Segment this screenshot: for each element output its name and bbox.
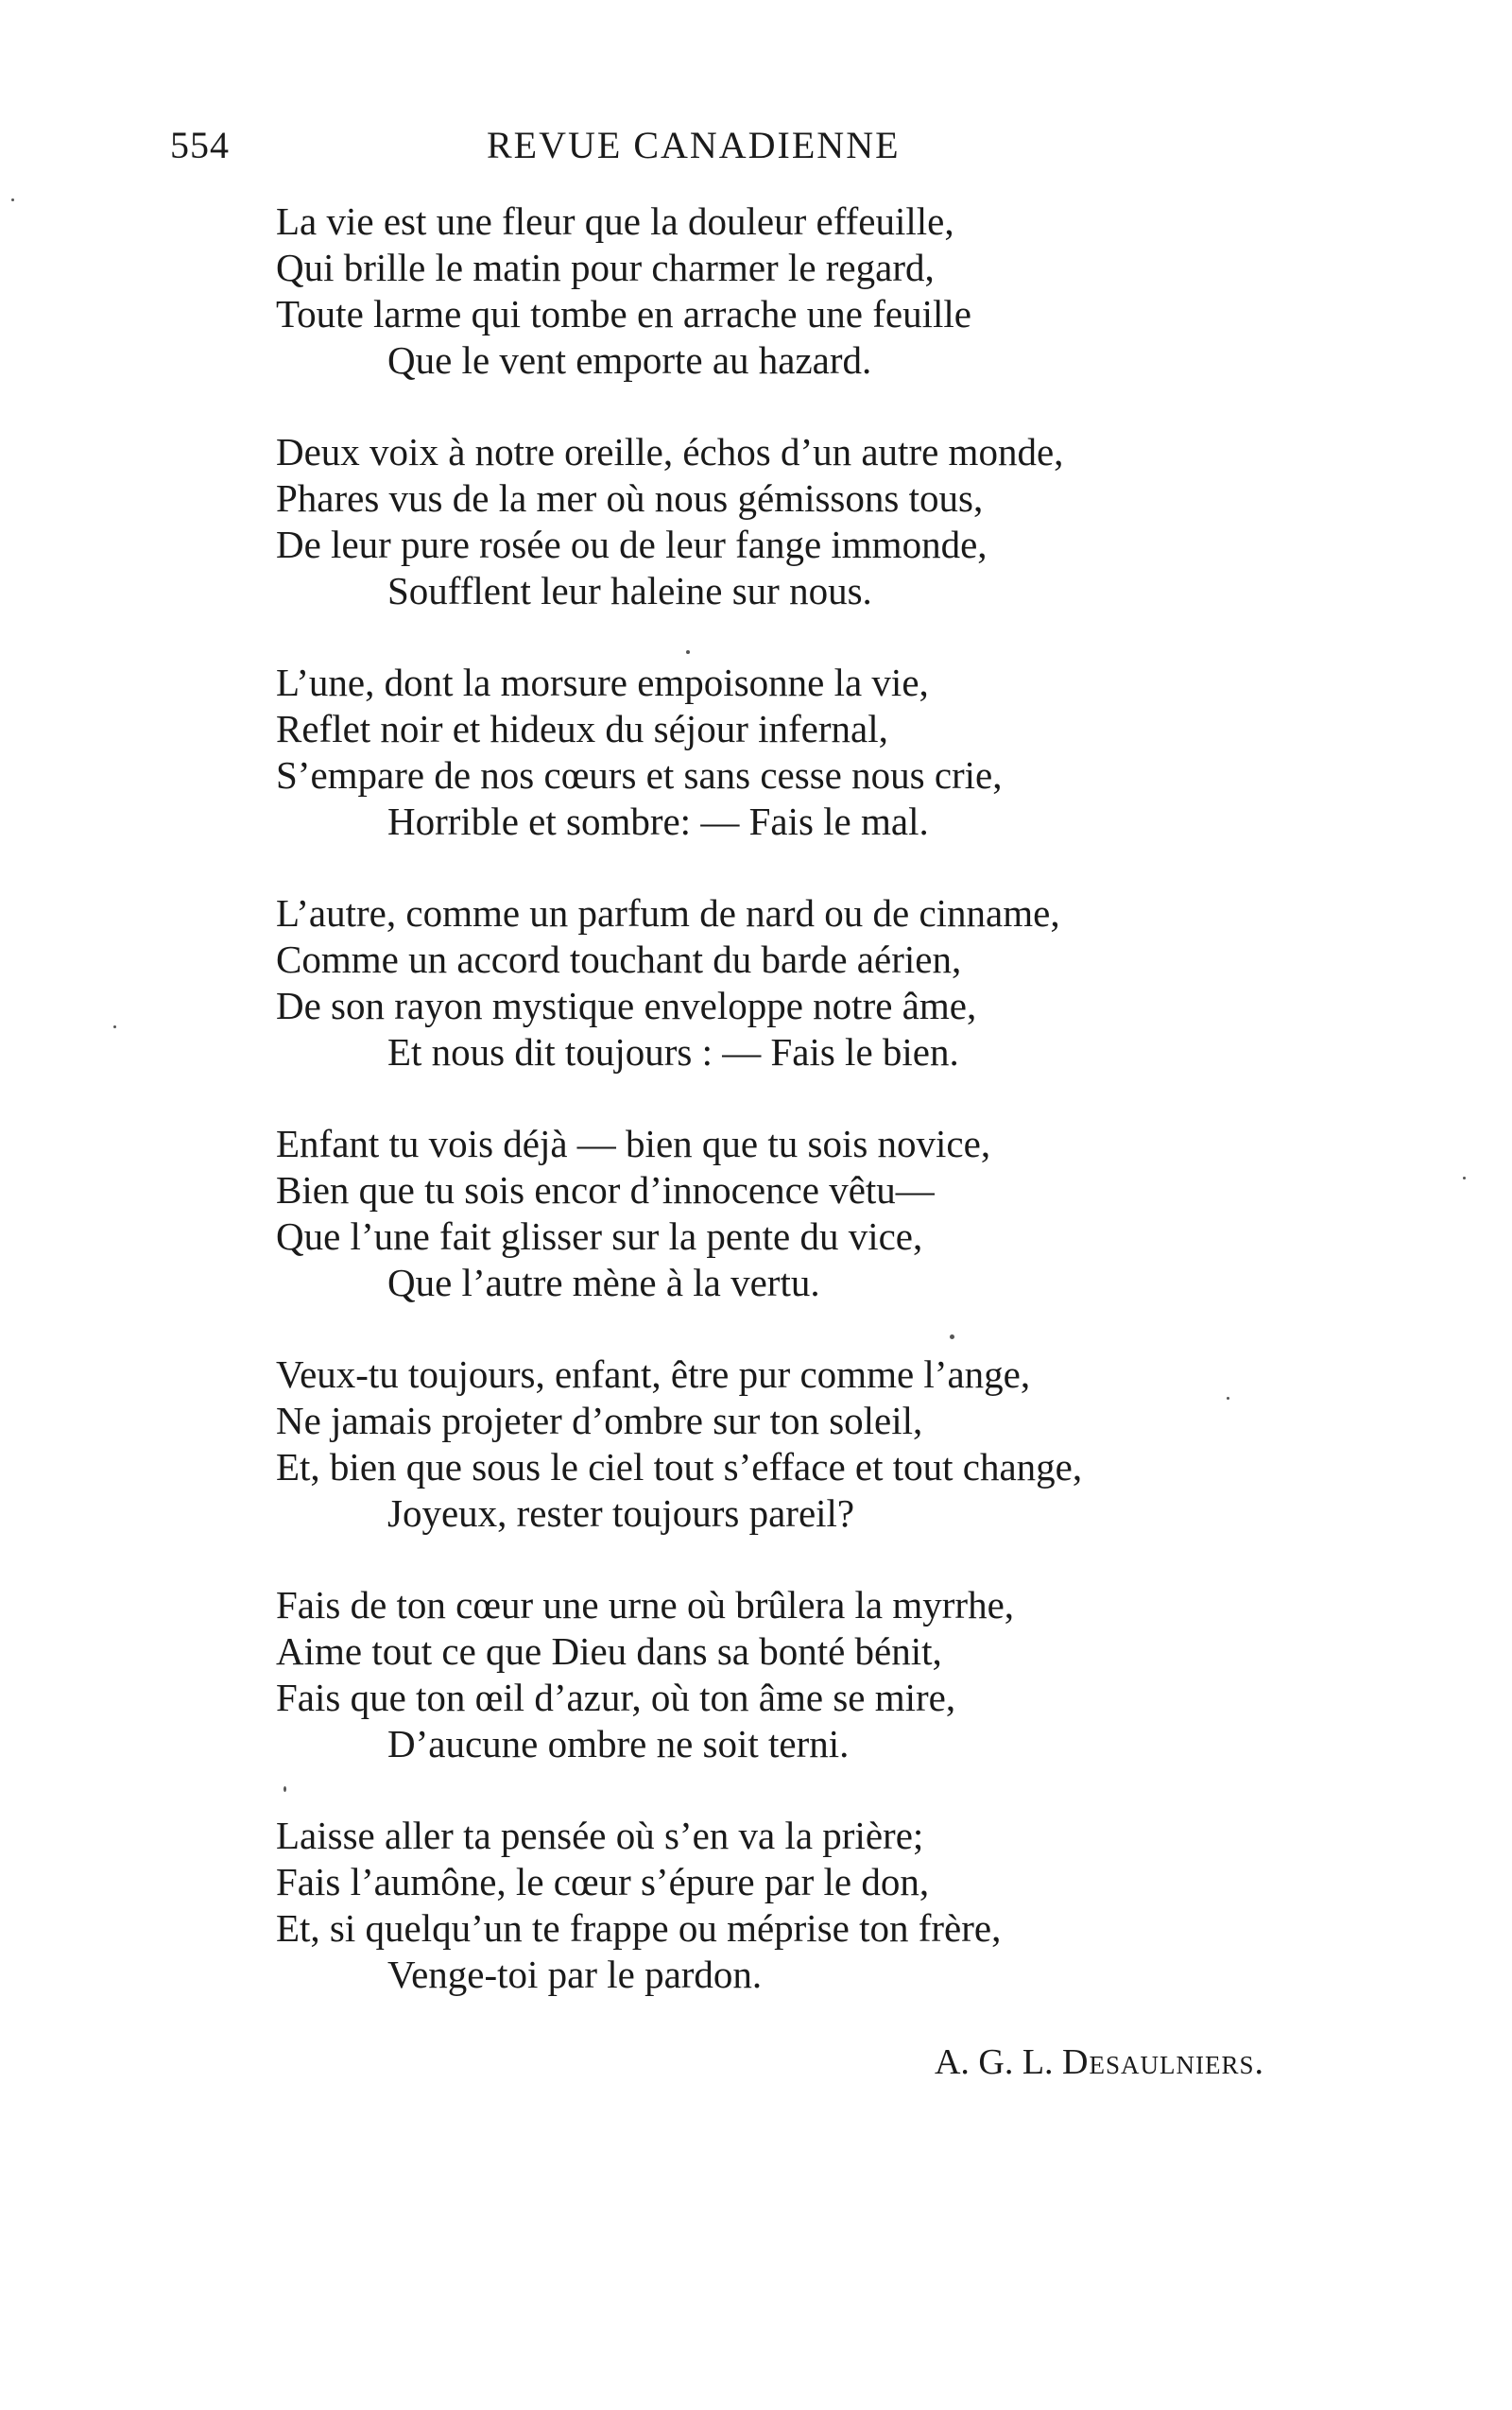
scan-speck	[113, 1025, 116, 1028]
verse-line: Qui brille le matin pour charmer le regard,	[276, 246, 935, 289]
verse-line-indented: Horrible et sombre: — Fais le mal.	[387, 800, 929, 843]
verse-line: De leur pure rosée ou de leur fange immonde,	[276, 523, 988, 566]
scan-speck	[686, 650, 690, 654]
verse-line: Veux-tu toujours, enfant, être pur comme l’ange,	[276, 1352, 1031, 1396]
verse-line: L’une, dont la morsure empoisonne la vie,	[276, 661, 929, 704]
stanza	[276, 1813, 1278, 1998]
stanza	[276, 1351, 1278, 1537]
verse-line-indented: Soufflent leur haleine sur nous.	[387, 569, 872, 612]
stanza	[276, 1121, 1278, 1306]
verse-line: Aime tout ce que Dieu dans sa bonté bénit,	[276, 1629, 942, 1673]
verse-line-indented: Et nous dit toujours : — Fais le bien.	[387, 1030, 959, 1074]
verse-line-indented: Que l’autre mène à la vertu.	[387, 1261, 820, 1304]
author-initials: A. G. L.	[934, 2042, 1054, 2082]
author-surname: Desaulniers.	[1062, 2042, 1264, 2082]
stanza	[276, 660, 1278, 845]
verse-line: De son rayon mystique enveloppe notre âme,	[276, 984, 977, 1027]
verse-line: Et, bien que sous le ciel tout s’efface et tout change,	[276, 1445, 1083, 1489]
verse-line: Fais que ton œil d’azur, où ton âme se mire,	[276, 1676, 956, 1719]
scan-speck	[950, 1334, 954, 1339]
verse-line: La vie est une fleur que la douleur effeuille,	[276, 199, 954, 243]
verse-line: Comme un accord touchant du barde aérien,	[276, 938, 962, 981]
stanza	[276, 198, 1278, 384]
author-signature	[935, 2041, 1264, 2083]
verse-line-indented: D’aucune ombre ne soit terni.	[387, 1722, 850, 1765]
page-number: 554	[170, 124, 230, 166]
verse-line-indented: Venge-toi par le pardon.	[387, 1953, 763, 1996]
running-title: REVUE CANADIENNE	[487, 124, 901, 166]
page-header	[170, 123, 1342, 180]
stanza	[276, 1582, 1278, 1767]
scan-speck	[1227, 1397, 1229, 1400]
verse-line: Phares vus de la mer où nous gémissons tous,	[276, 476, 984, 520]
verse-line: Laisse aller ta pensée où s’en va la prière;	[276, 1814, 924, 1857]
verse-line: Toute larme qui tombe en arrache une feuille	[276, 292, 971, 336]
stanza	[276, 890, 1278, 1076]
verse-line: Reflet noir et hideux du séjour infernal,	[276, 707, 888, 750]
verse-line: L’autre, comme un parfum de nard ou de cinname,	[276, 891, 1060, 935]
verse-line: Fais l’aumône, le cœur s’épure par le don,	[276, 1860, 930, 1903]
verse-line: Que l’une fait glisser sur la pente du vice,	[276, 1214, 923, 1258]
verse-line-indented: Joyeux, rester toujours pareil?	[387, 1491, 855, 1535]
verse-line: Deux voix à notre oreille, échos d’un autre monde,	[276, 430, 1064, 473]
scan-speck	[284, 1786, 286, 1792]
stanza	[276, 429, 1278, 614]
verse-line: Et, si quelqu’un te frappe ou méprise ton frère,	[276, 1906, 1002, 1950]
poem	[276, 198, 1278, 2043]
verse-line: S’empare de nos cœurs et sans cesse nous crie,	[276, 753, 1003, 797]
scan-speck	[11, 198, 14, 201]
scan-speck	[1463, 1177, 1466, 1179]
verse-line: Bien que tu sois encor d’innocence vêtu—	[276, 1168, 935, 1212]
verse-line: Enfant tu vois déjà — bien que tu sois novice,	[276, 1122, 991, 1165]
verse-line-indented: Que le vent emporte au hazard.	[387, 338, 872, 382]
verse-line: Fais de ton cœur une urne où brûlera la myrrhe,	[276, 1583, 1015, 1627]
verse-line: Ne jamais projeter d’ombre sur ton soleil,	[276, 1399, 923, 1442]
